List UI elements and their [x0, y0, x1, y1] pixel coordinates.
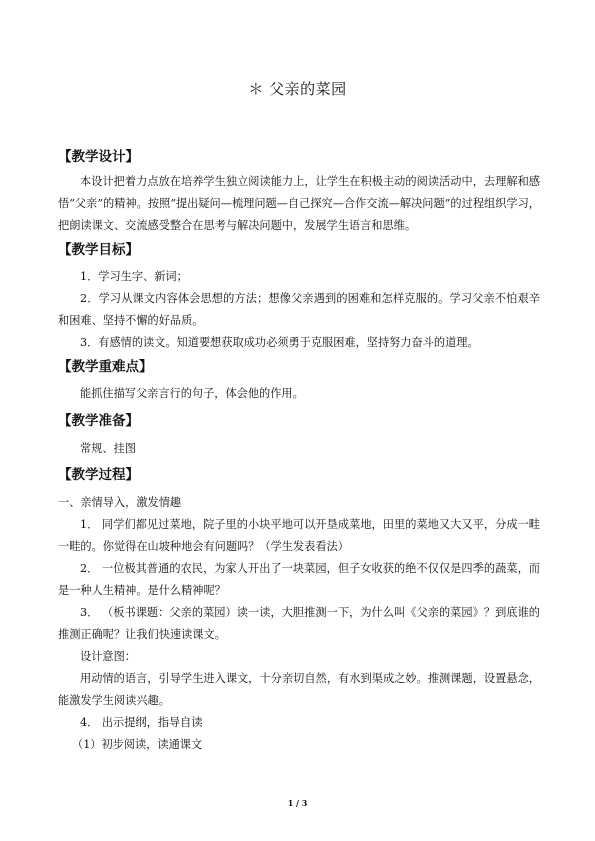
section-heading-process: 【教学过程】 [58, 467, 139, 483]
design-intent-text: 用动情的语言，引导学生进入课文，十分亲切自然，有水到渠成之妙。推测课题，设置悬念，能激发学生阅读兴趣。 [58, 672, 540, 707]
preparation-text: 常规、挂图 [80, 442, 136, 455]
goal-item-3: 3．有感情的读文。知道要想获取成功必须勇于克服困难，坚持努力奋斗的道理。 [80, 336, 479, 349]
design-paragraph: 本设计把着力点放在培养学生独立阅读能力上，让学生在积极主动的阅读活动中，去理解和感悟“父亲”的精神。按照“提出疑问—梳理问题—自己探究—合作交流—解决问题”的过程组织学习，把朗读课文、交流感受整合在思考与解决问题中，发展学生语言和思维。 [58, 175, 540, 232]
section-heading-key-points: 【教学重难点】 [58, 359, 153, 375]
process-step-3: 3． （板书课题：父亲的菜园）读一读，大胆推测一下，为什么叫《父亲的菜园》？到底谁的推测正确呢？让我们快速读课文。 [58, 606, 540, 641]
design-intent-label: 设计意图： [80, 650, 136, 663]
page-title: ＊ 父亲的菜园 [248, 80, 347, 98]
key-points-text: 能抓住描写父亲言行的句子，体会他的作用。 [80, 387, 304, 400]
goal-item-2: 2．学习从课文内容体会思想的方法；想像父亲遇到的困难和怎样克服的。学习父亲不怕艰辛和困难、坚持不懈的好品质。 [58, 292, 540, 327]
page-number: 1 / 3 [287, 798, 308, 808]
process-step-1: 1． 同学们都见过菜地，院子里的小块平地可以开垦成菜地，田里的菜地又大又平，分成一畦一畦的。你觉得在山坡种地会有问题吗？（学生发表看法） [58, 518, 540, 553]
section-heading-preparation: 【教学准备】 [58, 413, 139, 429]
section-heading-goals: 【教学目标】 [58, 242, 139, 258]
process-part1-title: 一、亲情导入，激发情趣 [58, 496, 182, 509]
process-step-2: 2． 一位极其普通的农民，为家人开出了一块菜园，但子女收获的绝不仅仅是四季的蔬菜，而是一种人生精神。是什么精神呢？ [58, 562, 540, 597]
process-step-4: 4． 出示提纲，指导自读 [80, 716, 203, 729]
section-heading-design: 【教学设计】 [58, 149, 139, 165]
goal-item-1: 1．学习生字、新词； [80, 270, 188, 283]
process-step-4-sub-1: （1）初步阅读，读通课文 [72, 738, 203, 751]
